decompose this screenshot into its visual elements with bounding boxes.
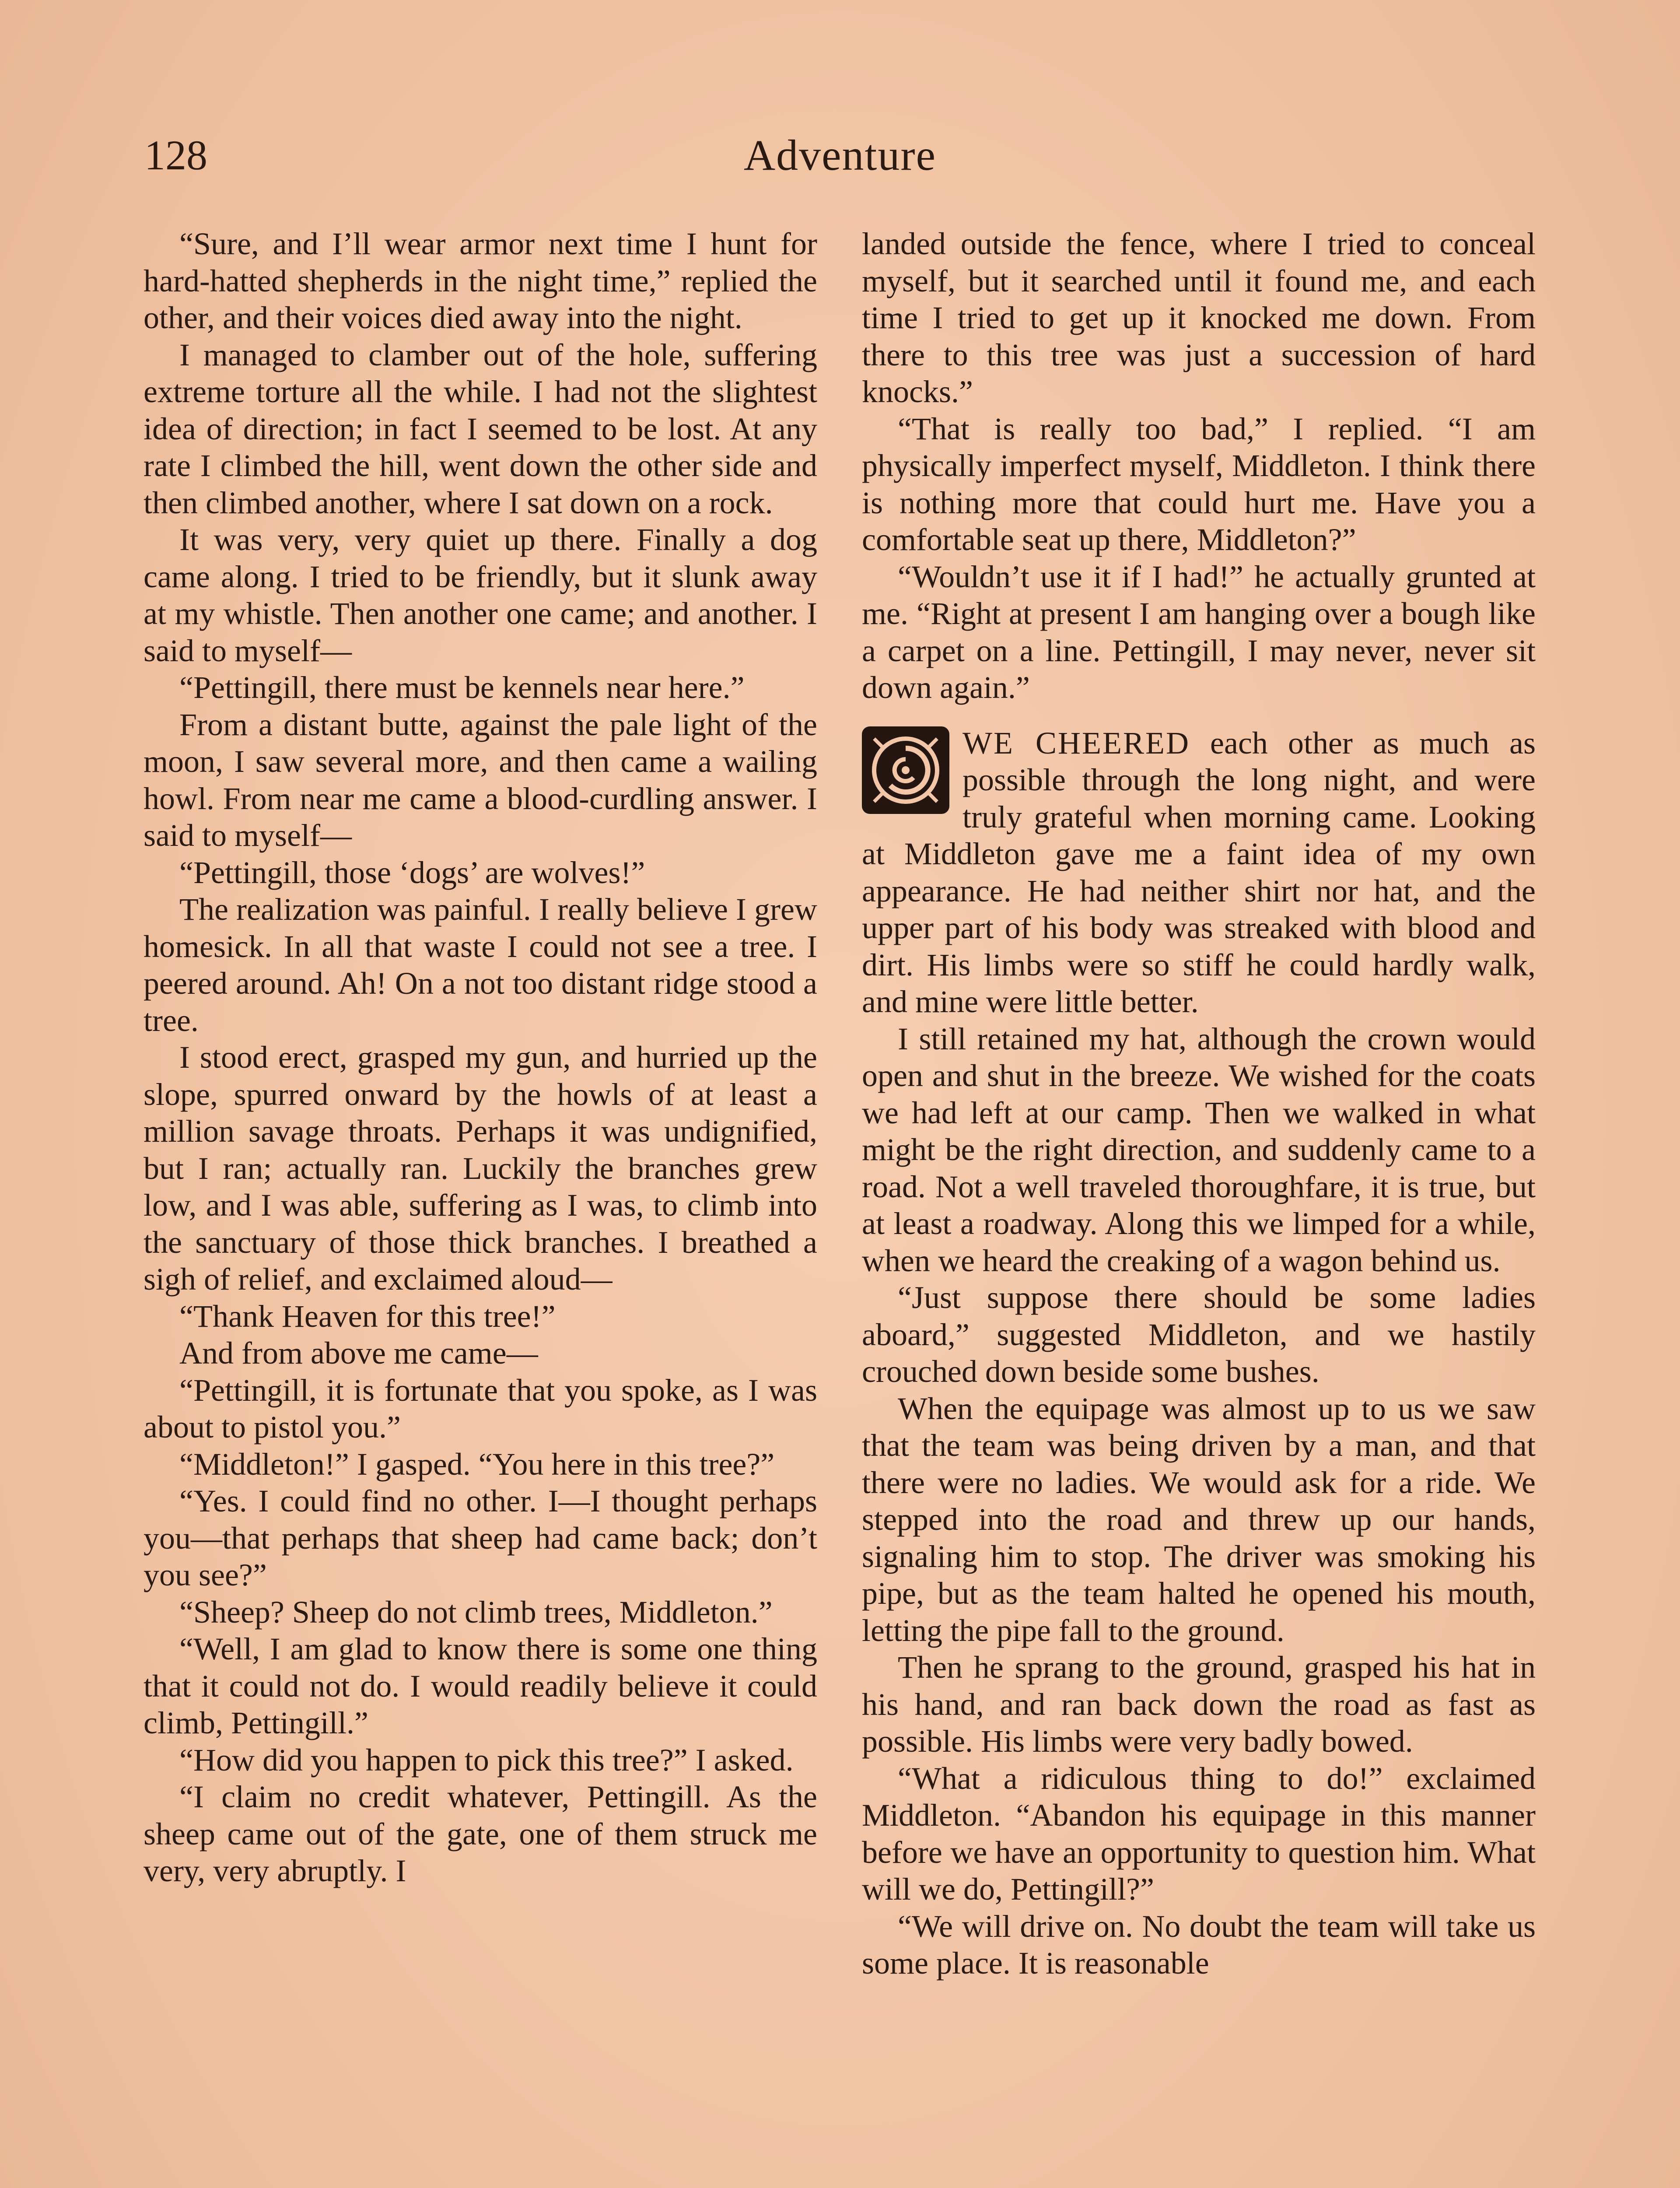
section-lead-paragraph <box>862 725 1536 1020</box>
left-column <box>144 225 817 2188</box>
section-lead-word: WE CHEERED <box>962 725 1190 761</box>
paragraph: I still retained my hat, although the crown would open and shut in the breeze. We wished for the coats we had left at our camp. Then we walked in what might be the right direction, and suddenly came to a road. Not a well traveled thoroughfare, it is true, but at least a roadway. Along this we limped for a while, when we heard the creaking of a wagon behind us. <box>862 1021 1536 1278</box>
paragraph: “Pettingill, it is fortunate that you spoke, as I was about to pistol you.” <box>144 1372 817 1445</box>
paragraph: landed outside the fence, where I tried to conceal myself, but it searched until it found me, and each time I tried to get up it knocked me down. From there to this tree was just a succession of hard knocks.” <box>862 226 1536 409</box>
paragraph: “What a ridiculous thing to do!” exclaimed Middleton. “Abandon his equipage in this manner before we have an opportunity to question him. What will we do, Pettingill?” <box>862 1760 1536 1907</box>
page-number: 128 <box>144 132 207 179</box>
paragraph: “We will drive on. No doubt the team will take us some place. It is reasonable <box>862 1908 1536 1981</box>
paragraph: “Yes. I could find no other. I—I thought perhaps you—that perhaps that sheep had came back; don’t you see?” <box>144 1483 817 1592</box>
paragraph: “Wouldn’t use it if I had!” he actually grunted at me. “Right at present I am hanging over a bough like a carpet on a line. Pettingill, I may never, never sit down again.” <box>862 559 1536 705</box>
section-lead-text: each other as much as possible through the long night, and were truly grateful when morning came. Looking at Middleton gave me a faint idea of my own appearance. He had neither shirt nor hat, and the upper part of his body was streaked with blood and dirt. His limbs were so stiff he could hardly walk, and mine were little better. <box>862 725 1536 1019</box>
paragraph: “Middleton!” I gasped. “You here in this tree?” <box>179 1446 775 1482</box>
paragraph: I managed to clamber out of the hole, suffering extreme torture all the while. I had not the slightest idea of direction; in fact I seemed to be lost. At any rate I climbed the hill, went down the other side and then climbed another, where I sat down on a rock. <box>144 337 817 520</box>
paragraph: When the equipage was almost up to us we saw that the team was being driven by a man, and that there were no ladies. We would ask for a ride. We stepped into the road and threw up our hands, signaling him to stop. The driver was smoking his pipe, but as the team halted he opened his mouth, letting the pipe fall to the ground. <box>862 1391 1536 1648</box>
paragraph: “How did you happen to pick this tree?” I asked. <box>179 1742 794 1778</box>
paragraph: “Just suppose there should be some ladies aboard,” suggested Middleton, and we hastily crouched down beside some bushes. <box>862 1280 1536 1389</box>
paragraph: Then he sprang to the ground, grasped his hat in his hand, and ran back down the road as fast as possible. His limbs were very badly bowed. <box>862 1650 1536 1759</box>
swirl-ornament-icon <box>862 726 949 814</box>
paragraph: It was very, very quiet up there. Finally a dog came along. I tried to be friendly, but it slunk away at my whistle. Then another one came; and another. I said to myself— <box>144 522 817 668</box>
paragraph: “Thank Heaven for this tree!” <box>179 1298 556 1334</box>
paragraph: I stood erect, grasped my gun, and hurried up the slope, spurred onward by the howls of at least a million savage throats. Perhaps it was undignified, but I ran; actually ran. Luckily the branches grew low, and I was able, suffering as I was, to climb into the sanctuary of those thick branches. I breathed a sigh of relief, and exclaimed aloud— <box>144 1040 817 1297</box>
paragraph: “I claim no credit whatever, Pettingill. As the sheep came out of the gate, one of them struck me very, very abruptly. I <box>144 1779 817 1888</box>
page-header <box>144 131 1536 188</box>
paragraph: From a distant butte, against the pale light of the moon, I saw several more, and then came a wailing howl. From near me came a blood-curdling answer. I said to myself— <box>144 707 817 853</box>
paragraph: “Sheep? Sheep do not climb trees, Middleton.” <box>179 1594 773 1630</box>
right-column <box>862 225 1536 2188</box>
paragraph: And from above me came— <box>179 1336 538 1371</box>
paragraph: “Well, I am glad to know there is some one thing that it could not do. I would readily believe it could climb, Pettingill.” <box>144 1631 817 1740</box>
paragraph: “Pettingill, those ‘dogs’ are wolves!” <box>179 855 645 890</box>
running-title: Adventure <box>743 131 937 179</box>
paragraph: The realization was painful. I really believe I grew homesick. In all that waste I could not see a tree. I peered around. Ah! On a not too distant ridge stood a tree. <box>144 892 817 1038</box>
paragraph: “Pettingill, there must be kennels near here.” <box>179 670 745 705</box>
paragraph: “That is really too bad,” I replied. “I am physically imperfect myself, Middleton. I think there is nothing more that could hurt me. Have you a comfortable seat up there, Middleton?” <box>862 411 1536 557</box>
paragraph: “Sure, and I’ll wear armor next time I hunt for hard-hatted shepherds in the night time,” replied the other, and their voices died away into the night. <box>144 226 817 335</box>
